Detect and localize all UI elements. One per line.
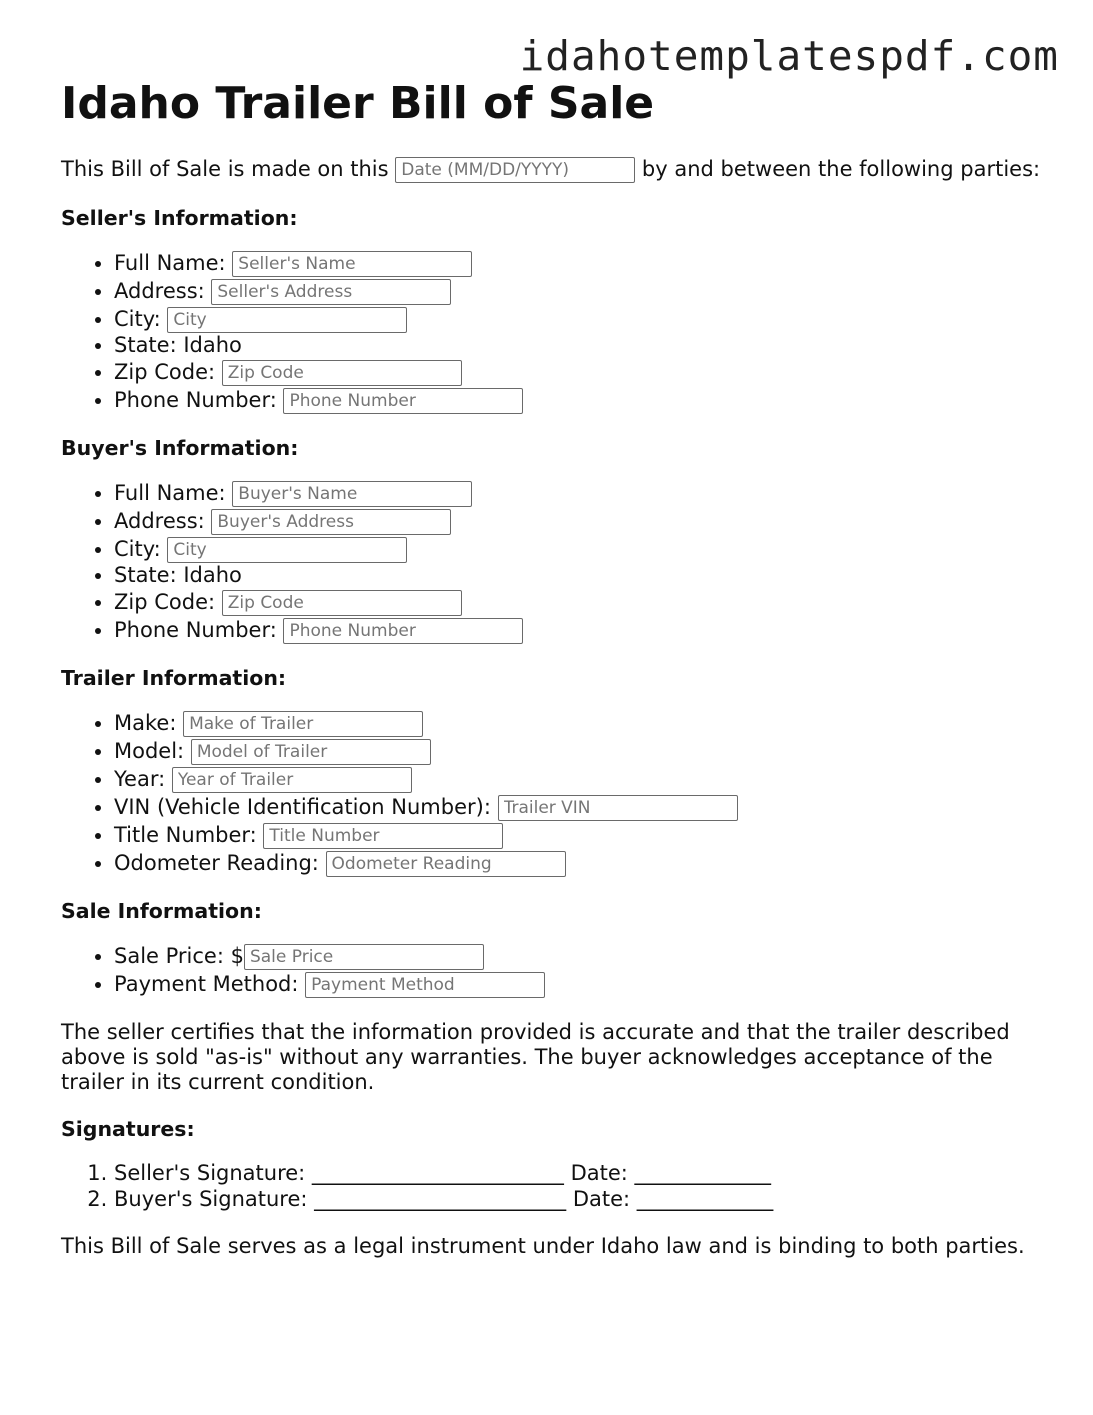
trailer-odometer-label: Odometer Reading: [114, 851, 326, 875]
buyer-city-input[interactable] [167, 537, 407, 563]
seller-phone-input[interactable] [283, 388, 523, 414]
buyer-phone-input[interactable] [283, 618, 523, 644]
trailer-model-item [114, 737, 1051, 765]
seller-zip-label: Zip Code: [114, 360, 222, 384]
seller-zip-input[interactable] [222, 360, 462, 386]
buyer-address-label: Address: [114, 509, 212, 533]
sale-price-item [114, 942, 1051, 970]
signatures-heading: Signatures: [61, 1117, 195, 1141]
trailer-make-item [114, 709, 1051, 737]
buyer-city-label: City: [114, 537, 168, 561]
buyer-zip-label: Zip Code: [114, 590, 222, 614]
trailer-vin-label: VIN (Vehicle Identification Number): [114, 795, 498, 819]
payment-method-input[interactable] [305, 972, 545, 998]
trailer-make-input[interactable] [183, 711, 423, 737]
buyer-full-name-label: Full Name: [114, 481, 233, 505]
buyer-heading: Buyer's Information: [61, 436, 299, 460]
seller-heading: Seller's Information: [61, 206, 298, 230]
seller-list [61, 249, 1051, 414]
trailer-year-label: Year: [114, 767, 172, 791]
trailer-year-input[interactable] [172, 767, 412, 793]
seller-name-input[interactable] [232, 251, 472, 277]
seller-full-name-label: Full Name: [114, 251, 233, 275]
seller-address-item [114, 277, 1051, 305]
intro-text-before: This Bill of Sale is made on this [61, 157, 396, 181]
seller-city-label: City: [114, 307, 168, 331]
sale-price-label: Sale Price: $ [114, 944, 244, 968]
buyer-signature-line: 2. Buyer's Signature: ________________________ Date: _____________ [114, 1186, 1051, 1212]
buyer-address-input[interactable] [211, 509, 451, 535]
sale-heading: Sale Information: [61, 899, 262, 923]
trailer-model-input[interactable] [191, 739, 431, 765]
trailer-make-label: Make: [114, 711, 184, 735]
document-body [61, 78, 1051, 1259]
trailer-list [61, 709, 1051, 877]
seller-address-input[interactable] [211, 279, 451, 305]
buyer-address-item [114, 507, 1051, 535]
buyer-city-item [114, 535, 1051, 563]
payment-method-label: Payment Method: [114, 972, 306, 996]
seller-phone-label: Phone Number: [114, 388, 284, 412]
seller-signature-line: 1. Seller's Signature: ________________________ Date: _____________ [114, 1160, 1051, 1186]
trailer-model-label: Model: [114, 739, 191, 763]
trailer-odometer-input[interactable] [326, 851, 566, 877]
sale-price-input[interactable] [244, 944, 484, 970]
buyer-phone-item [114, 616, 1051, 644]
trailer-heading: Trailer Information: [61, 666, 287, 690]
seller-phone-item [114, 386, 1051, 414]
certification-paragraph: The seller certifies that the information provided is accurate and that the trailer described above is sold "as-is" without any warranties. The buyer acknowledges acceptance of the trailer in its current condition. [61, 1020, 1010, 1094]
seller-full-name-item [114, 249, 1051, 277]
watermark: idahotemplatespdf.com [519, 32, 1059, 80]
buyer-zip-item [114, 588, 1051, 616]
seller-state-item: • State: Idaho [114, 333, 1051, 358]
trailer-odometer-item [114, 849, 1051, 877]
buyer-phone-label: Phone Number: [114, 618, 284, 642]
seller-city-item [114, 305, 1051, 333]
trailer-title-item [114, 821, 1051, 849]
sale-date-input[interactable] [395, 157, 635, 183]
buyer-zip-input[interactable] [222, 590, 462, 616]
page-title: Idaho Trailer Bill of Sale [61, 78, 655, 129]
intro-paragraph [61, 156, 1051, 183]
signatures-list [61, 1160, 1051, 1212]
closing-paragraph: This Bill of Sale serves as a legal instrument under Idaho law and is binding to both parties. [61, 1234, 1025, 1258]
trailer-title-label: Title Number: [114, 823, 264, 847]
trailer-title-number-input[interactable] [263, 823, 503, 849]
seller-city-input[interactable] [167, 307, 407, 333]
trailer-year-item [114, 765, 1051, 793]
seller-zip-item [114, 358, 1051, 386]
intro-text-after: by and between the following parties: [635, 157, 1041, 181]
buyer-state-item: • State: Idaho [114, 563, 1051, 588]
buyer-full-name-item [114, 479, 1051, 507]
payment-method-item [114, 970, 1051, 998]
trailer-vin-item [114, 793, 1051, 821]
sale-list [61, 942, 1051, 998]
seller-address-label: Address: [114, 279, 212, 303]
buyer-list [61, 479, 1051, 644]
trailer-vin-input[interactable] [498, 795, 738, 821]
buyer-name-input[interactable] [232, 481, 472, 507]
